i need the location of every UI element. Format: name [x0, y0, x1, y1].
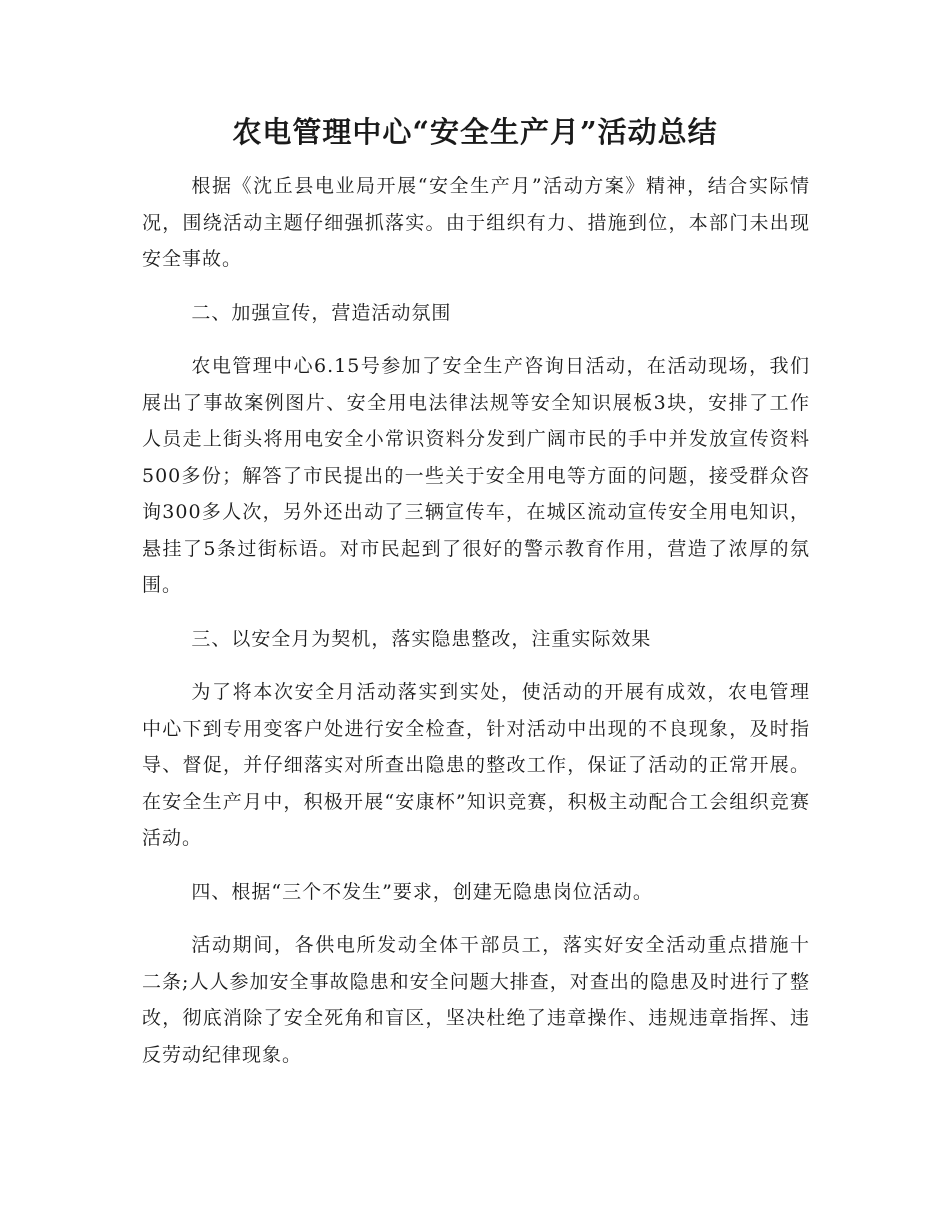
document-body: [142, 168, 810, 1090]
paragraph-hazard-rectification: 为了将本次安全月活动落实到实处，使活动的开展有成效，农电管理中心下到专用变客户处进行安全检查，针对活动中出现的不良现象，及时指导、督促，并仔细落实对所查出隐患的整改工作，保证了活动的正常开展。在安全生产月中，积极开展“安康杯”知识竞赛，积极主动配合工会组织竞赛活动。: [142, 681, 810, 849]
section-heading-3: 三、以安全月为契机，落实隐患整改，注重实际效果: [191, 627, 652, 650]
paragraph-intro: 根据《沈丘县电业局开展“安全生产月”活动方案》精神，结合实际情况，围绕活动主题仔细强抓落实。由于组织有力、措施到位，本部门未出现安全事故。: [142, 175, 810, 270]
paragraph-activities: 活动期间，各供电所发动全体干部员工，落实好安全活动重点措施十二条;人人参加安全事故隐患和安全问题大排查，对查出的隐患及时进行了整改，彻底消除了安全死角和盲区，坚决杜绝了违章操作、违规违章指挥、违反劳动纪律现象。: [142, 934, 810, 1066]
section-heading-2: 二、加强宣传，营造活动氛围: [191, 301, 452, 324]
paragraph-publicity: 农电管理中心6.15号参加了安全生产咨询日活动，在活动现场，我们展出了事故案例图片、安全用电法律法规等安全知识展板3块，安排了工作人员走上街头将用电安全小常识资料分发到广阔市民的手中并发放宣传资料500多份；解答了市民提出的一些关于安全用电等方面的问题，接受群众咨询300多人次，另外还出动了三辆宣传车，在城区流动宣传安全用电知识，悬挂了5条过街标语。对市民起到了很好的警示教育作用，营造了浓厚的氛围。: [142, 355, 810, 596]
section-heading-4: 四、根据“三个不发生”要求，创建无隐患岗位活动。: [191, 880, 653, 903]
document-title: 农电管理中心“安全生产月”活动总结: [232, 115, 718, 149]
